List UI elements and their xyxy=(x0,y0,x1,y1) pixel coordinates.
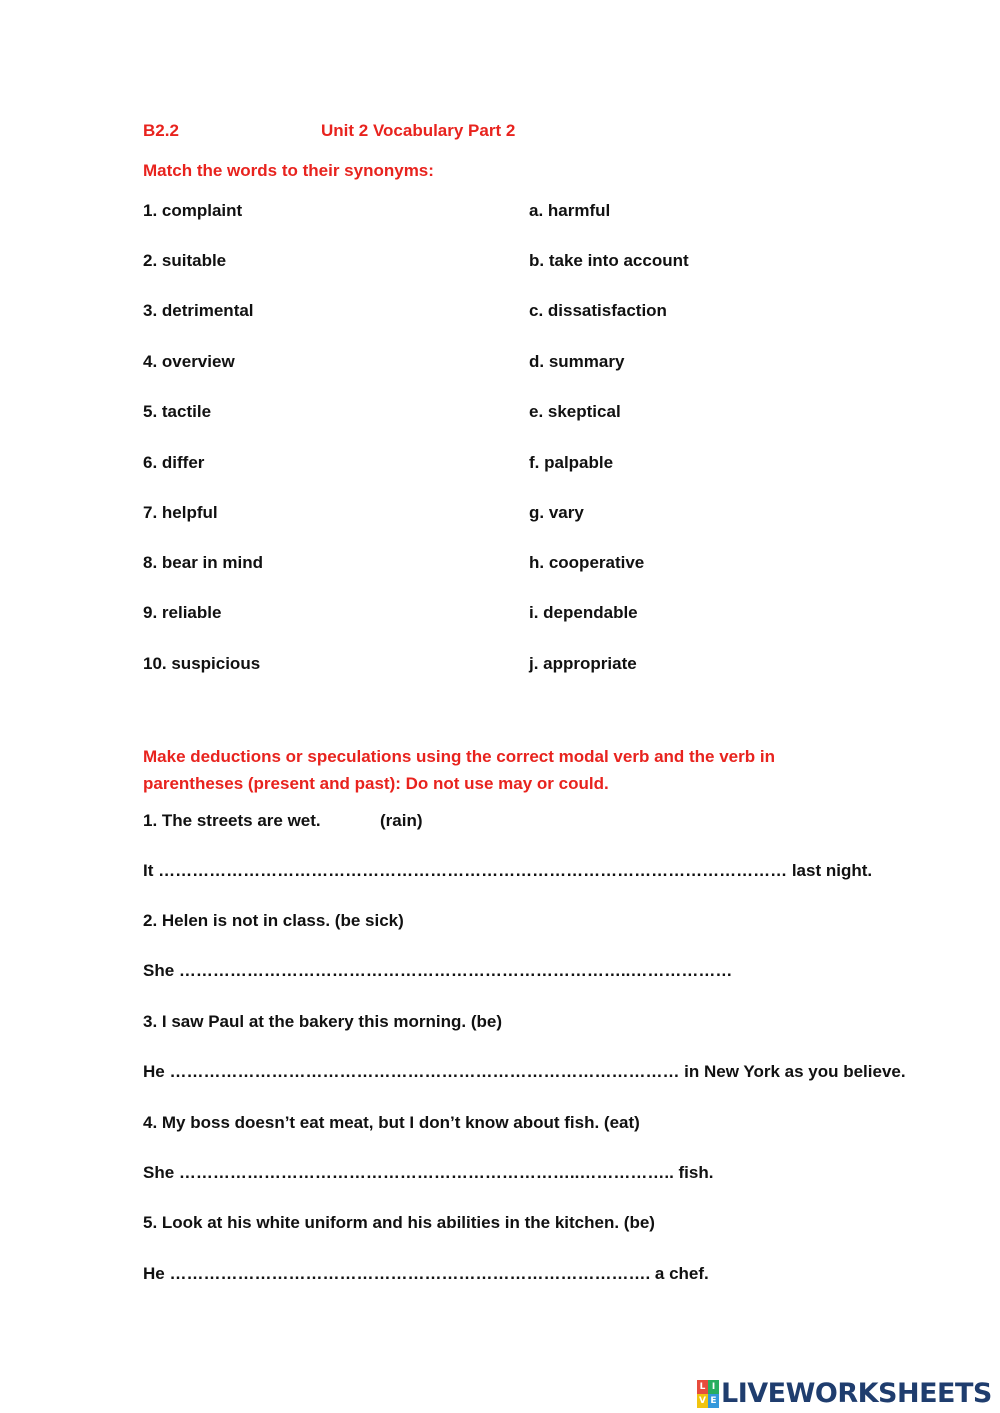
synonym-item: g. vary xyxy=(529,503,584,522)
word-item: 10. suspicious xyxy=(143,654,261,673)
question-hint: (rain) xyxy=(380,811,423,830)
logo-letter: L xyxy=(697,1380,708,1394)
synonym-item: e. skeptical xyxy=(529,402,621,421)
worksheet-title: Unit 2 Vocabulary Part 2 xyxy=(321,121,516,140)
answer-line[interactable]: He ……………………………………………………………………………… in New York as you believe. xyxy=(143,1062,906,1081)
word-item: 1. complaint xyxy=(143,201,243,220)
synonym-item: c. dissatisfaction xyxy=(529,301,667,320)
question-prompt: 1. The streets are wet. xyxy=(143,811,321,830)
word-item: 4. overview xyxy=(143,352,235,371)
word-item: 2. suitable xyxy=(143,251,227,270)
word-item: 3. detrimental xyxy=(143,301,254,320)
synonym-item: h. cooperative xyxy=(529,553,645,572)
question-prompt: 4. My boss doesn’t eat meat, but I don’t know about fish. (eat) xyxy=(143,1113,640,1132)
word-item: 8. bear in mind xyxy=(143,553,263,572)
word-item: 7. helpful xyxy=(143,503,218,522)
synonym-item: j. appropriate xyxy=(529,654,637,673)
question-prompt: 2. Helen is not in class. (be sick) xyxy=(143,911,404,930)
logo-letter: E xyxy=(708,1394,719,1408)
section2-instruction: Make deductions or speculations using the correct modal verb and the verb in parentheses (present and past): Do not use may or could. xyxy=(143,747,775,793)
answer-line[interactable]: It ………………………………………………………………………………………………… last night. xyxy=(143,861,873,880)
synonym-item: d. summary xyxy=(529,352,625,371)
word-item: 6. differ xyxy=(143,453,205,472)
word-item: 9. reliable xyxy=(143,603,222,622)
answer-line[interactable]: She ……………………………………………………………………..……………… xyxy=(143,961,733,980)
synonym-item: a. harmful xyxy=(529,201,611,220)
word-item: 5. tactile xyxy=(143,402,212,421)
logo-mark-icon xyxy=(697,1380,719,1408)
level-label: B2.2 xyxy=(143,121,179,140)
synonym-item: f. palpable xyxy=(529,453,614,472)
logo-letter: V xyxy=(697,1394,708,1408)
question-prompt: 3. I saw Paul at the bakery this morning. (be) xyxy=(143,1012,502,1031)
synonym-item: b. take into account xyxy=(529,251,689,270)
logo-letter: I xyxy=(708,1380,719,1394)
answer-line[interactable]: He …………………………………………………………………………. a chef. xyxy=(143,1264,709,1283)
liveworksheets-logo xyxy=(697,1377,992,1411)
question-prompt: 5. Look at his white uniform and his abilities in the kitchen. (be) xyxy=(143,1213,655,1232)
section1-instruction: Match the words to their synonyms: xyxy=(143,161,434,180)
answer-line[interactable]: She ……………………………………………………………..…………….. fish. xyxy=(143,1163,714,1182)
logo-text: LIVEWORKSHEETS xyxy=(721,1378,992,1409)
synonym-item: i. dependable xyxy=(529,603,638,622)
